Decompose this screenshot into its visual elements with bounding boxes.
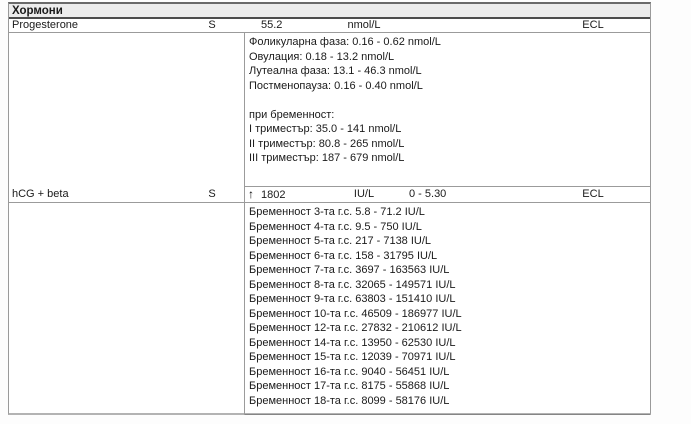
result-value: 1802 — [261, 189, 286, 201]
table-row-hcg-beta — [9, 187, 650, 203]
reference-line: Бременност 4-та г.с. 9.5 - 750 IU/L — [249, 220, 422, 233]
result-value-cell — [248, 187, 285, 203]
result-value-cell — [248, 19, 282, 32]
method-label: ECL — [582, 19, 604, 31]
result-units: nmol/L — [347, 19, 381, 31]
reference-line: Бременност 16-та г.с. 9040 - 56451 IU/L — [249, 365, 450, 378]
reference-line: Постменопауза: 0.16 - 0.40 nmol/L — [249, 79, 423, 92]
reference-line: III триместър: 187 - 679 nmol/L — [249, 152, 405, 164]
reference-line: Бременност 17-та г.с. 8175 - 55868 IU/L — [249, 380, 450, 392]
reference-line: Бременност 9-та г.с. 63803 - 151410 IU/L — [249, 293, 456, 305]
reference-line: Бременност 10-та г.с. 46509 - 186977 IU/L — [249, 307, 462, 320]
section-title: Хормони — [12, 5, 63, 17]
result-value: 55.2 — [261, 19, 283, 31]
reference-line: Бременност 14-та г.с. 13950 - 62530 IU/L — [249, 336, 456, 349]
reference-line: Бременност 18-та г.с. 8099 - 58176 IU/L — [249, 394, 450, 407]
section-header-row — [9, 4, 650, 19]
reference-line: Бременност 3-та г.с. 5.8 - 71.2 IU/L — [249, 206, 425, 218]
reference-line: Бременност 12-та г.с. 27832 - 210612 IU/L — [249, 322, 462, 334]
reference-line-spacer — [249, 93, 650, 108]
hormones-results-table — [8, 2, 651, 415]
reference-line: Бременност 15-та г.с. 12039 - 70971 IU/L — [249, 351, 456, 363]
arrow-up-icon: ↑ — [248, 187, 254, 201]
reference-info-progesterone — [244, 33, 650, 187]
test-name: hCG + beta — [12, 188, 69, 200]
reference-info-hcg — [244, 203, 650, 415]
reference-line: Бременност 8-та г.с. 32065 - 149571 IU/L — [249, 278, 456, 291]
reference-line: Бременност 7-та г.с. 3697 - 163563 IU/L — [249, 264, 450, 276]
reference-line: Бременност 5-та г.с. 217 - 7138 IU/L — [249, 235, 432, 247]
method-label: ECL — [582, 188, 604, 200]
reference-line: II триместър: 80.8 - 265 nmol/L — [249, 137, 405, 150]
reference-line: Фоликуларна фаза: 0.16 - 0.62 nmol/L — [249, 36, 441, 48]
column-divider — [244, 33, 245, 415]
reference-line: Лутеална фаза: 13.1 - 46.3 nmol/L — [249, 65, 422, 77]
table-row-progesterone — [9, 19, 650, 33]
reference-line: Овулация: 0.18 - 13.2 nmol/L — [249, 50, 395, 63]
result-flag: S — [208, 19, 216, 31]
reference-line: при бременност: — [249, 108, 335, 121]
reference-line: I триместър: 35.0 - 141 nmol/L — [249, 123, 402, 135]
reference-range: 0 - 5.30 — [409, 188, 447, 200]
result-units: IU/L — [353, 188, 375, 200]
result-flag: S — [208, 188, 216, 200]
reference-line: Бременност 6-та г.с. 158 - 31795 IU/L — [249, 249, 438, 262]
test-name: Progesterone — [12, 19, 79, 31]
